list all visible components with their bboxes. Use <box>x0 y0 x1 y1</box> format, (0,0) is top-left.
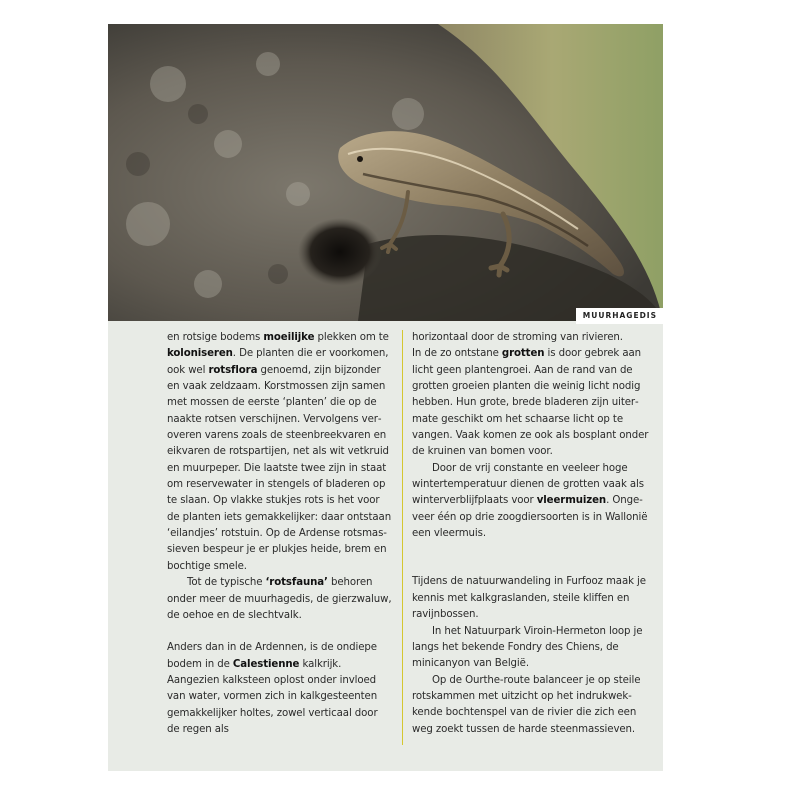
paragraph <box>412 346 657 460</box>
wall-lizard-image <box>108 24 663 321</box>
text-run: en rotsige bodems <box>167 332 264 343</box>
lizard-photo <box>108 24 663 321</box>
text-run: Door de vrij constante en veeleer hoge wintertemperatuur dienen de grotten vaak als winterverblijfplaats voor <box>412 462 644 507</box>
bold-term: ‘rotsfauna’ <box>265 577 328 589</box>
text-run: In de zo ontstane <box>412 348 502 360</box>
text-run: . De planten die er voorkomen, ook wel <box>167 348 389 376</box>
paragraph <box>167 330 392 575</box>
bold-term: grotten <box>501 348 545 360</box>
text-run: kalkrijk. Aangezien kalksteen oplost onder invloed van water, vormen zich in kalkgesteenten gemakkelijker holtes, zowel verticaal door de regen als <box>167 658 378 735</box>
text-run: genoemd, zijn bijzonder en vaak zeldzaam. Korstmossen zijn samen met mossen de eerste ‘planten’ die op de naakte rotsen verschijnen. Vervolgens veroveren varens zoals de steenbreekvaren en eikvaren de rotspartijen, net als wit vetkruid en muurpeper. Die laatste twee zijn in staat om reservewater in stengels of bladeren op te slaan. Op vlakke stukjes rots is het voor de planten iets gemakkelijker: daar ontstaan ‘eilandjes’ rotstuin. Op de Ardense rotsmassieven bespeur je er plukjes heide, brem en bochtige smele. <box>167 364 392 572</box>
bold-term: moeilijke <box>263 332 315 343</box>
right-text-column <box>412 330 657 738</box>
text-run: behoren onder meer de muurhagedis, de gierzwaluw, de oehoe en de slechtvalk. <box>167 577 392 621</box>
paragraph <box>412 330 657 346</box>
text-run: Tot de typische <box>187 577 266 589</box>
bold-term: rotsflora <box>208 364 258 376</box>
paragraph <box>412 574 657 623</box>
text-run: . Ongeveer één op drie zoogdiersoorten is in Wallonië een vleermuis. <box>412 495 648 540</box>
text-run: In het Natuurpark Viroin-Hermeton loop je langs het bekende Fondry des Chiens, de minicanyon van België. <box>412 625 643 670</box>
text-run: Op de Ourthe-route balanceer je op steile rotskammen met uitzicht op het indrukwekkende bochtenspel van de rivier die zich een weg zoekt tussen de harde steenmassieven. <box>412 674 641 735</box>
text-run: horizontaal door de stroming van rivieren. <box>412 332 623 343</box>
text-run: is door gebrek aan licht geen plantengroei. Aan de rand van de grotten groeien planten die weinig licht nodig hebben. Hun grote, brede bladeren zijn uitermate geschikt om het schaarse licht op te vangen. Vaak komen ze ook als bosplant onder de kruinen van bomen voor. <box>412 348 649 458</box>
column-divider <box>402 330 403 745</box>
paragraph <box>167 575 392 624</box>
bold-term: vleermuizen <box>536 495 607 507</box>
paragraph <box>412 673 657 738</box>
bold-term: Calestienne <box>232 658 300 670</box>
text-run: Tijdens de natuurwandeling in Furfooz maak je kennis met kalkgraslanden, steile kliffen en ravijnbossen. <box>412 576 646 621</box>
paragraph <box>412 461 657 543</box>
text-run: Anders dan in de Ardennen, is de ondiepe bodem in de <box>167 642 377 670</box>
paragraph <box>167 640 392 738</box>
bold-term: koloniseren <box>167 348 233 360</box>
paragraph <box>412 624 657 673</box>
text-run: plekken om te <box>314 332 389 343</box>
left-text-column <box>167 330 392 738</box>
photo-caption: MUURHAGEDIS <box>576 308 663 324</box>
